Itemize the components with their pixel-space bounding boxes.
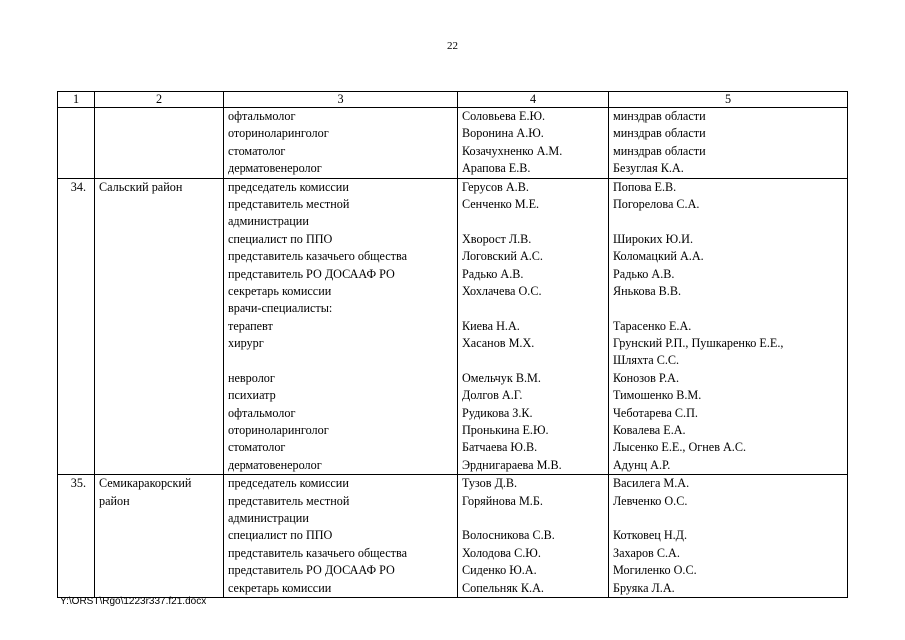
member-line: Арапова Е.В. xyxy=(462,161,531,176)
role-line: врачи-специалисты: xyxy=(228,301,333,316)
header-row xyxy=(58,92,848,108)
role-line: офтальмолог xyxy=(228,405,296,420)
district-cell xyxy=(95,108,224,179)
reserve-line: Широких Ю.И. xyxy=(613,231,694,246)
member-line: Рудикова З.К. xyxy=(462,405,533,420)
member-line: Воронина А.Ю. xyxy=(462,126,544,141)
row-number-cell: 34. xyxy=(58,178,95,475)
role-line: стоматолог xyxy=(228,143,286,158)
reserve-line: Грунский Р.П., Пушкаренко Е.Е., xyxy=(613,336,784,351)
member-line: Сопельняк К.А. xyxy=(462,580,544,595)
member-line: Сенченко М.Е. xyxy=(462,196,540,211)
member-line xyxy=(462,300,604,317)
member-line: Тузов Д.В. xyxy=(462,476,518,491)
member-line: Омельчук В.М. xyxy=(462,370,541,385)
role-line: секретарь комиссии xyxy=(228,580,332,595)
reserve-cell xyxy=(609,475,848,598)
reserve-line: Коломацкий А.А. xyxy=(613,249,704,264)
member-line: Герусов А.В. xyxy=(462,179,529,194)
role-line: стоматолог xyxy=(228,440,286,455)
role-line: оториноларинголог xyxy=(228,423,329,438)
role-line: терапевт xyxy=(228,318,273,333)
member-line xyxy=(462,352,604,369)
role-line: оториноларинголог xyxy=(228,126,329,141)
member-line: Волосникова С.В. xyxy=(462,528,555,543)
reserve-line xyxy=(613,213,843,230)
reserve-line: Янькова В.В. xyxy=(613,283,682,298)
member-line: Долгов А.Г. xyxy=(462,388,523,403)
col-header-3: 3 xyxy=(224,92,458,108)
reserve-line: Радько А.В. xyxy=(613,266,675,281)
role-line: представитель казачьего общества xyxy=(228,545,408,560)
role-cell xyxy=(224,475,458,598)
commission-table xyxy=(57,91,848,598)
role-line: представитель РО ДОСААФ РО xyxy=(228,266,395,281)
role-line: представитель казачьего общества xyxy=(228,249,408,264)
role-line xyxy=(228,352,453,369)
member-cell xyxy=(458,178,609,475)
district-cell xyxy=(95,475,224,598)
table-row xyxy=(58,108,848,179)
member-line: Хасанов М.Х. xyxy=(462,336,535,351)
role-line: дерматовенеролог xyxy=(228,161,322,176)
reserve-line: Адунц А.Р. xyxy=(613,457,671,472)
member-line: Пронькина Е.Ю. xyxy=(462,423,549,438)
reserve-line: Конозов Р.А. xyxy=(613,370,680,385)
reserve-line: Василега М.А. xyxy=(613,476,690,491)
role-line: председатель комиссии xyxy=(228,476,349,491)
col-header-1: 1 xyxy=(58,92,95,108)
role-line: невролог xyxy=(228,370,275,385)
role-cell xyxy=(224,178,458,475)
page-number: 22 xyxy=(447,40,458,52)
member-cell xyxy=(458,108,609,179)
col-header-4: 4 xyxy=(458,92,609,108)
member-line: Хворост Л.В. xyxy=(462,231,532,246)
reserve-line: Шляхта С.С. xyxy=(613,353,680,368)
member-line: Соловьева Е.Ю. xyxy=(462,109,546,123)
col-header-5: 5 xyxy=(609,92,848,108)
member-line: Хохлачева О.С. xyxy=(462,283,542,298)
row-number-cell: 35. xyxy=(58,475,95,598)
member-line: Логовский А.С. xyxy=(462,249,543,264)
role-line: офтальмолог xyxy=(228,109,296,123)
reserve-line: Бруяка Л.А. xyxy=(613,580,675,595)
reserve-cell xyxy=(609,178,848,475)
member-line xyxy=(462,510,604,527)
reserve-line: Погорелова С.А. xyxy=(613,196,700,211)
reserve-line: Ковалева Е.А. xyxy=(613,423,686,438)
role-line: секретарь комиссии xyxy=(228,283,332,298)
file-path-footer: Y:\ORST\Rgo\1223r337.f21.docx xyxy=(60,596,207,607)
table-row xyxy=(58,475,848,598)
role-line: дерматовенеролог xyxy=(228,457,322,472)
district-line: Семикаракорский xyxy=(99,476,192,491)
role-cell xyxy=(224,108,458,179)
reserve-line: Тарасенко Е.А. xyxy=(613,318,692,333)
district-cell xyxy=(95,178,224,475)
reserve-line: Захаров С.А. xyxy=(613,545,680,560)
reserve-line: Попова Е.В. xyxy=(613,179,677,194)
col-header-2: 2 xyxy=(95,92,224,108)
reserve-line: Тимошенко В.М. xyxy=(613,388,702,403)
member-line: Киева Н.А. xyxy=(462,318,520,333)
member-line: Горяйнова М.Б. xyxy=(462,493,543,508)
role-line: представитель РО ДОСААФ РО xyxy=(228,563,395,578)
reserve-line: Безуглая К.А. xyxy=(613,161,684,176)
member-cell xyxy=(458,475,609,598)
reserve-line xyxy=(613,510,843,527)
reserve-line xyxy=(613,300,843,317)
district-line: район xyxy=(99,493,130,508)
member-line xyxy=(462,213,604,230)
reserve-line: минздрав области xyxy=(613,126,706,141)
member-line: Радько А.В. xyxy=(462,266,524,281)
reserve-line: Чеботарева С.П. xyxy=(613,405,698,420)
member-line: Эрднигараева М.В. xyxy=(462,457,562,472)
table-row xyxy=(58,178,848,475)
role-line: администрации xyxy=(228,214,309,229)
member-line: Холодова С.Ю. xyxy=(462,545,541,560)
role-line: специалист по ППО xyxy=(228,231,333,246)
role-line: хирург xyxy=(228,336,264,351)
member-line: Сиденко Ю.А. xyxy=(462,563,537,578)
role-line: председатель комиссии xyxy=(228,179,349,194)
reserve-line: Лысенко Е.Е., Огнев А.С. xyxy=(613,440,747,455)
reserve-line: Могиленко О.С. xyxy=(613,563,697,578)
member-line: Козачухненко А.М. xyxy=(462,143,563,158)
role-line: администрации xyxy=(228,510,309,525)
row-number-cell xyxy=(58,108,95,179)
role-line: представитель местной xyxy=(228,196,350,211)
reserve-line: минздрав области xyxy=(613,109,706,123)
district-line: Сальский район xyxy=(99,179,183,194)
role-line: психиатр xyxy=(228,388,276,403)
role-line: специалист по ППО xyxy=(228,528,333,543)
reserve-line: Котковец Н.Д. xyxy=(613,528,688,543)
reserve-line: Левченко О.С. xyxy=(613,493,688,508)
reserve-cell xyxy=(609,108,848,179)
reserve-line: минздрав области xyxy=(613,143,706,158)
member-line: Батчаева Ю.В. xyxy=(462,440,538,455)
role-line: представитель местной xyxy=(228,493,350,508)
